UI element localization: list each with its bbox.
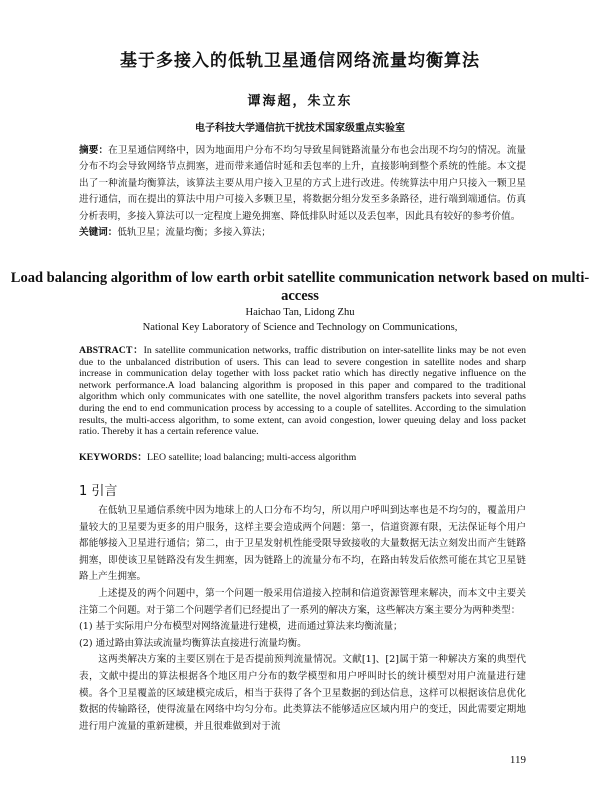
list-item: (2) 通过路由算法或流量均衡算法直接进行流量均衡。	[79, 637, 307, 649]
paragraph: 上述提及的两个问题中，第一个问题一般采用信道接入控制和信道资源管理来解决，而本文中主要关注第二个问题。对于第二个问题学者们已经提出了一系列的解决方案，这些解决方案主要分为两种类型：	[79, 587, 526, 616]
abstract-cn	[79, 143, 526, 225]
authors-en: Haichao Tan, Lidong Zhu	[245, 307, 355, 318]
keywords-en-label: KEYWORDS：	[79, 452, 148, 463]
paper-title-cn: 基于多接入的低轨卫星通信网络流量均衡算法	[120, 51, 480, 71]
paper-title-en: Load balancing algorithm of low earth orbit satellite communication network based on multi-access	[10, 270, 590, 304]
paragraph: 这两类解决方案的主要区别在于是否提前预判流量情况。文献[1]、[2]属于第一种解决方案的典型代表，文献中提出的算法根据各个地区用户分布的数学模型和用户呼叫时长的统计模型对用户流量进行建模。各个卫星覆盖的区域建模完成后，相当于获得了各个卫星数据的到达信息，这样可以根据该信息优化数据的传输路径，使得流量在网络中均匀分布。此类算法不能够适应区域内用户的变迁，因此需要定期地进行用户流量的重新建模，并且很难做到对于流	[79, 654, 526, 732]
paragraph: 在低轨卫星通信系统中因为地球上的人口分布不均匀，所以用户呼叫到达率也是不均匀的，覆盖用户量较大的卫星要为更多的用户服务，这样主要会造成两个问题：第一，信道资源有限，无法保证每个用户都能够接入卫星进行通信；第二，由于卫星发射机性能受限导致接收的大量数据无法立刻发出而产生链路拥塞，即使该卫星链路没有发生拥塞，因为链路上的流量分布不均，在路由转发后依然可能在其它卫星链路上产生拥塞。	[79, 505, 526, 583]
abstract-cn-label: 摘要：	[79, 145, 109, 156]
keywords-en	[79, 449, 526, 463]
abstract-en	[79, 345, 526, 438]
list-item: (1) 基于实际用户分布模型对网络流量进行建模，进而通过算法来均衡流量；	[79, 621, 403, 633]
abstract-cn-block	[79, 143, 526, 241]
section-heading-introduction: 1 引言	[79, 484, 118, 499]
abstract-en-label: ABSTRACT：	[79, 345, 144, 356]
affiliation-cn: 电子科技大学通信抗干扰技术国家级重点实验室	[195, 123, 405, 134]
abstract-en-text: In satellite communication networks, traffic distribution on inter-satellite links may be not even due to the unbalanced distribution of users. This can lead to severe congestion in satellite nodes and sharp increase in communication delay together with loss packet ratio which has directly negative influence on the network performance.A load balancing algorithm is proposed in this paper and compared to the traditional algorithm which only communicates with one satellite, the novel algorithm transfers packets into several paths during the end to end communication process by accessing to a couple of satellites. According to the simulation results, the multi-access algorithm, to some extent, can avoid congestion, lower queuing delay and loss packet ratio. Thereby it has a certain reference value.	[79, 345, 527, 438]
authors-cn: 谭海超，朱立东	[247, 94, 353, 109]
keywords-cn-label: 关键词：	[79, 227, 118, 239]
abstract-cn-text: 在卫星通信网络中，因为地面用户分布不均匀导致星间链路流量分布也会出现不均匀的情况。流量分布不均会导致网络节点拥塞，进而带来通信时延和丢包率的上升，直接影响到整个系统的性能。本文提出了一种流量均衡算法，该算法主要从用户接入卫星的方式上进行改进。传统算法中用户只接入一颗卫星进行通信，而在提出的算法中用户可接入多颗卫星，将数据分组分发至多条路径，进行端到端通信。仿真分析表明，多接入算法可以一定程度上避免拥塞、降低排队时延以及丢包率，因此具有较好的参考价值。	[79, 145, 527, 222]
affiliation-en: National Key Laboratory of Science and Technology on Communications,	[142, 322, 458, 333]
keywords-en-text: LEO satellite; load balancing; multi-access algorithm	[147, 452, 357, 463]
section-body	[79, 503, 526, 735]
keywords-cn-text: 低轨卫星；流量均衡；多接入算法；	[117, 227, 271, 239]
keywords-cn	[79, 225, 526, 241]
page-number: 119	[509, 754, 526, 766]
